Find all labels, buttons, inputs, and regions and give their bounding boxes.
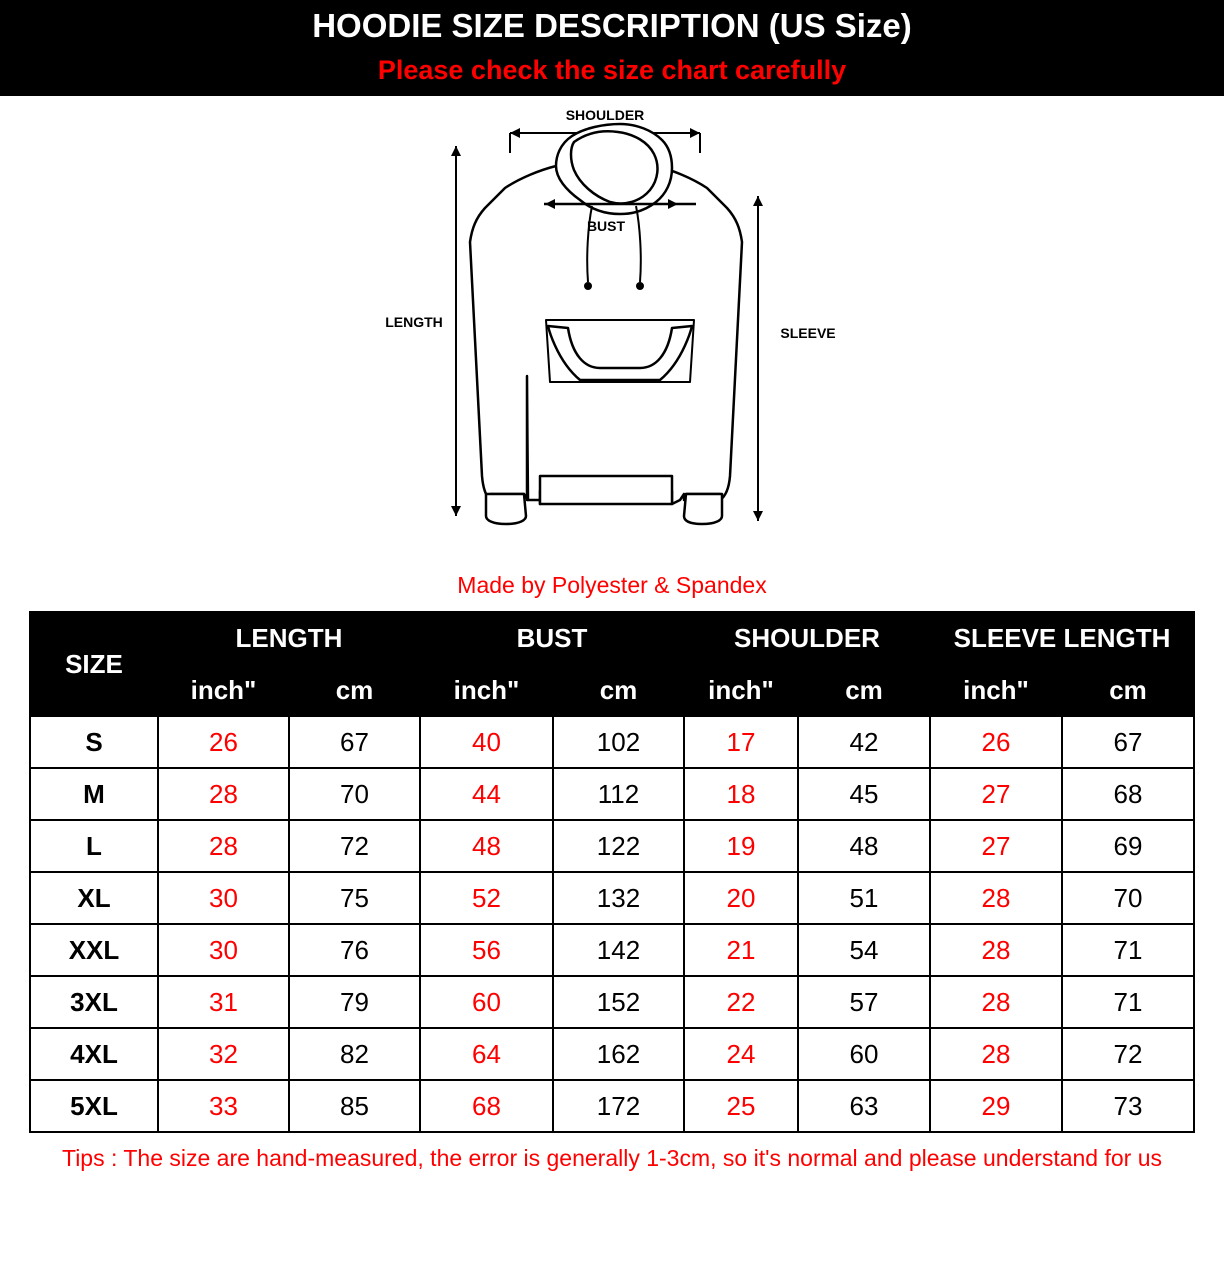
cell-bust-cm: 172 (553, 1080, 684, 1132)
cell-shoulder-inch: 25 (684, 1080, 798, 1132)
cell-size: S (30, 716, 158, 768)
header-unit-shoulder-inch: inch" (684, 664, 798, 716)
cell-length-inch: 28 (158, 820, 289, 872)
cell-sleeve-inch: 28 (930, 872, 1062, 924)
table-row (30, 1080, 1194, 1132)
hoodie-illustration-svg (0, 96, 1224, 566)
cell-bust-inch: 52 (420, 872, 553, 924)
header-unit-sleeve-cm: cm (1062, 664, 1194, 716)
cell-shoulder-inch: 20 (684, 872, 798, 924)
cell-sleeve-inch: 26 (930, 716, 1062, 768)
cell-shoulder-cm: 51 (798, 872, 930, 924)
cell-sleeve-cm: 71 (1062, 976, 1194, 1028)
cell-length-inch: 30 (158, 872, 289, 924)
length-label: LENGTH (385, 314, 443, 330)
header-unit-bust-cm: cm (553, 664, 684, 716)
cell-sleeve-cm: 69 (1062, 820, 1194, 872)
cell-size: 4XL (30, 1028, 158, 1080)
cell-shoulder-cm: 54 (798, 924, 930, 976)
header-unit-bust-inch: inch" (420, 664, 553, 716)
tips-note: Tips : The size are hand-measured, the error is generally 1-3cm, so it's normal and please understand for us (62, 1145, 1162, 1171)
cell-length-cm: 70 (289, 768, 420, 820)
cell-length-cm: 67 (289, 716, 420, 768)
cell-sleeve-cm: 72 (1062, 1028, 1194, 1080)
header-length: LENGTH (158, 612, 420, 664)
cell-size: 3XL (30, 976, 158, 1028)
cell-length-inch: 31 (158, 976, 289, 1028)
cell-sleeve-inch: 27 (930, 768, 1062, 820)
cell-shoulder-cm: 48 (798, 820, 930, 872)
shoulder-label: SHOULDER (565, 107, 645, 123)
table-row (30, 976, 1194, 1028)
table-header-groups (30, 612, 1194, 664)
cell-bust-inch: 48 (420, 820, 553, 872)
table-row (30, 820, 1194, 872)
cell-bust-cm: 162 (553, 1028, 684, 1080)
cell-bust-cm: 102 (553, 716, 684, 768)
cell-bust-inch: 56 (420, 924, 553, 976)
cell-sleeve-cm: 71 (1062, 924, 1194, 976)
cell-length-cm: 82 (289, 1028, 420, 1080)
length-measure-line (451, 146, 461, 516)
cell-shoulder-inch: 17 (684, 716, 798, 768)
cell-shoulder-inch: 22 (684, 976, 798, 1028)
cell-shoulder-cm: 42 (798, 716, 930, 768)
cell-bust-cm: 132 (553, 872, 684, 924)
sleeve-measure-line (753, 196, 763, 521)
table-header-units (30, 664, 1194, 716)
cell-length-cm: 75 (289, 872, 420, 924)
cell-shoulder-cm: 45 (798, 768, 930, 820)
cell-bust-inch: 60 (420, 976, 553, 1028)
table-row (30, 716, 1194, 768)
cell-length-inch: 33 (158, 1080, 289, 1132)
cell-sleeve-inch: 27 (930, 820, 1062, 872)
table-row (30, 1028, 1194, 1080)
cell-shoulder-inch: 18 (684, 768, 798, 820)
cell-shoulder-inch: 24 (684, 1028, 798, 1080)
cell-size: 5XL (30, 1080, 158, 1132)
size-chart-table (29, 611, 1195, 1133)
cell-length-cm: 85 (289, 1080, 420, 1132)
header-size: SIZE (30, 612, 158, 716)
cell-bust-inch: 44 (420, 768, 553, 820)
hoodie-diagram (0, 96, 1224, 566)
cell-length-inch: 26 (158, 716, 289, 768)
cell-bust-cm: 112 (553, 768, 684, 820)
cell-size: L (30, 820, 158, 872)
cell-sleeve-cm: 67 (1062, 716, 1194, 768)
cell-length-cm: 79 (289, 976, 420, 1028)
cell-size: M (30, 768, 158, 820)
material-note: Made by Polyester & Spandex (457, 572, 767, 598)
cell-shoulder-cm: 57 (798, 976, 930, 1028)
cell-size: XXL (30, 924, 158, 976)
cell-sleeve-inch: 28 (930, 924, 1062, 976)
bust-label: BUST (586, 218, 626, 234)
cell-sleeve-inch: 28 (930, 976, 1062, 1028)
cell-sleeve-inch: 29 (930, 1080, 1062, 1132)
page-title: HOODIE SIZE DESCRIPTION (US Size) (0, 0, 1224, 53)
cell-bust-inch: 68 (420, 1080, 553, 1132)
cell-sleeve-cm: 70 (1062, 872, 1194, 924)
cell-shoulder-cm: 60 (798, 1028, 930, 1080)
cell-bust-cm: 142 (553, 924, 684, 976)
header-sleeve-length: SLEEVE LENGTH (930, 612, 1194, 664)
cell-bust-cm: 152 (553, 976, 684, 1028)
cell-sleeve-cm: 68 (1062, 768, 1194, 820)
header-unit-sleeve-inch: inch" (930, 664, 1062, 716)
cell-length-cm: 76 (289, 924, 420, 976)
table-row (30, 768, 1194, 820)
header-unit-length-inch: inch" (158, 664, 289, 716)
cell-bust-inch: 64 (420, 1028, 553, 1080)
page-subtitle: Please check the size chart carefully (0, 53, 1224, 96)
cell-length-cm: 72 (289, 820, 420, 872)
cell-shoulder-inch: 21 (684, 924, 798, 976)
cell-length-inch: 32 (158, 1028, 289, 1080)
sleeve-label: SLEEVE (780, 325, 836, 341)
header-unit-shoulder-cm: cm (798, 664, 930, 716)
cell-sleeve-cm: 73 (1062, 1080, 1194, 1132)
cell-length-inch: 30 (158, 924, 289, 976)
cell-size: XL (30, 872, 158, 924)
header-unit-length-cm: cm (289, 664, 420, 716)
table-row (30, 924, 1194, 976)
cell-shoulder-inch: 19 (684, 820, 798, 872)
cell-bust-inch: 40 (420, 716, 553, 768)
cell-length-inch: 28 (158, 768, 289, 820)
header-shoulder: SHOULDER (684, 612, 930, 664)
cell-sleeve-inch: 28 (930, 1028, 1062, 1080)
header-bust: BUST (420, 612, 684, 664)
table-row (30, 872, 1194, 924)
cell-bust-cm: 122 (553, 820, 684, 872)
cell-shoulder-cm: 63 (798, 1080, 930, 1132)
